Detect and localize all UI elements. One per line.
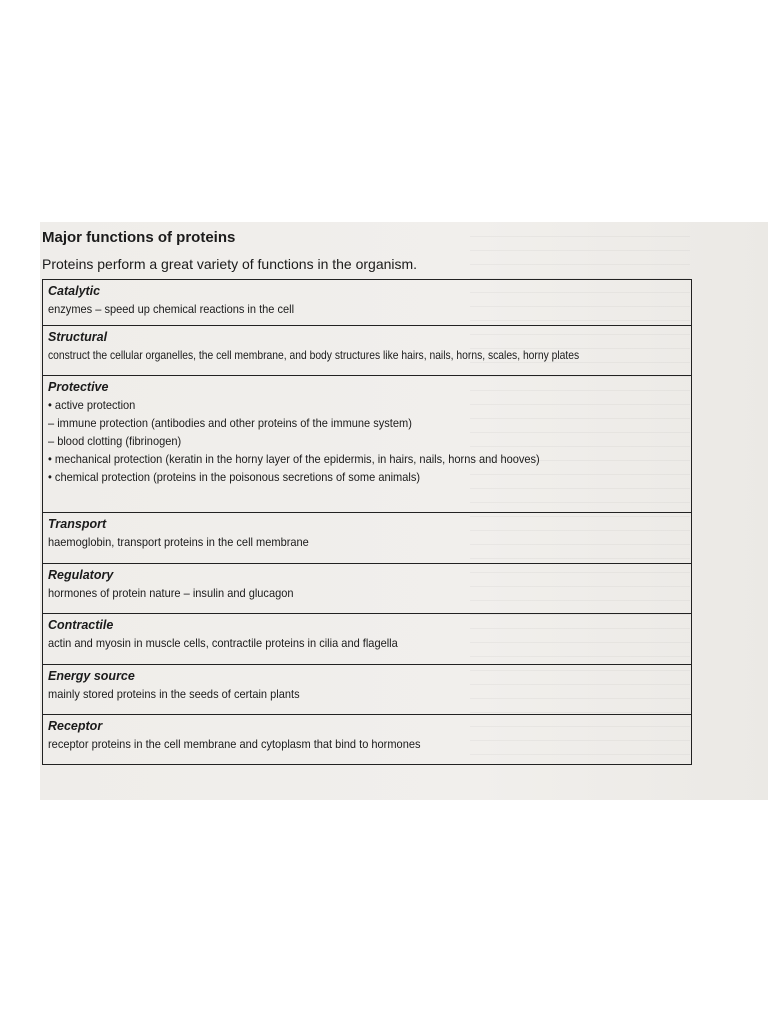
table-row-protective [43, 376, 691, 513]
row-text: – immune protection (antibodies and other proteins of the immune system) [48, 416, 412, 430]
row-text: mainly stored proteins in the seeds of certain plants [48, 687, 300, 701]
table-row-catalytic [43, 280, 691, 326]
row-title: Transport [48, 517, 107, 531]
row-title: Energy source [48, 669, 135, 683]
row-text: – blood clotting (fibrinogen) [48, 434, 182, 448]
row-text: enzymes – speed up chemical reactions in the cell [48, 302, 295, 316]
row-text: hormones of protein nature – insulin and glucagon [48, 586, 294, 600]
row-text: • active protection [48, 398, 136, 412]
table-row-contractile [43, 614, 691, 665]
table-row-transport [43, 513, 691, 564]
row-title: Regulatory [48, 568, 114, 582]
row-title: Protective [48, 380, 109, 394]
row-text: haemoglobin, transport proteins in the cell membrane [48, 535, 309, 549]
row-title: Contractile [48, 618, 114, 632]
table-row-regulatory [43, 564, 691, 614]
row-title: Structural [48, 330, 108, 344]
section-subheading: Proteins perform a great variety of functions in the organism. [42, 256, 418, 272]
protein-functions-table [42, 279, 692, 765]
row-title: Catalytic [48, 284, 101, 298]
row-text: actin and myosin in muscle cells, contractile proteins in cilia and flagella [48, 636, 398, 650]
section-heading: Major functions of proteins [42, 229, 236, 246]
row-text: construct the cellular organelles, the cell membrane, and body structures like hairs, nails, horns, scales, horny plates [48, 348, 580, 362]
table-row-receptor [43, 715, 691, 765]
row-text: • chemical protection (proteins in the poisonous secretions of some animals) [48, 470, 421, 484]
table-row-structural [43, 326, 691, 376]
row-text: receptor proteins in the cell membrane and cytoplasm that bind to hormones [48, 737, 421, 751]
table-row-energy-source [43, 665, 691, 715]
row-text: • mechanical protection (keratin in the horny layer of the epidermis, in hairs, nails, horns and hooves) [48, 452, 540, 466]
row-title: Receptor [48, 719, 103, 733]
